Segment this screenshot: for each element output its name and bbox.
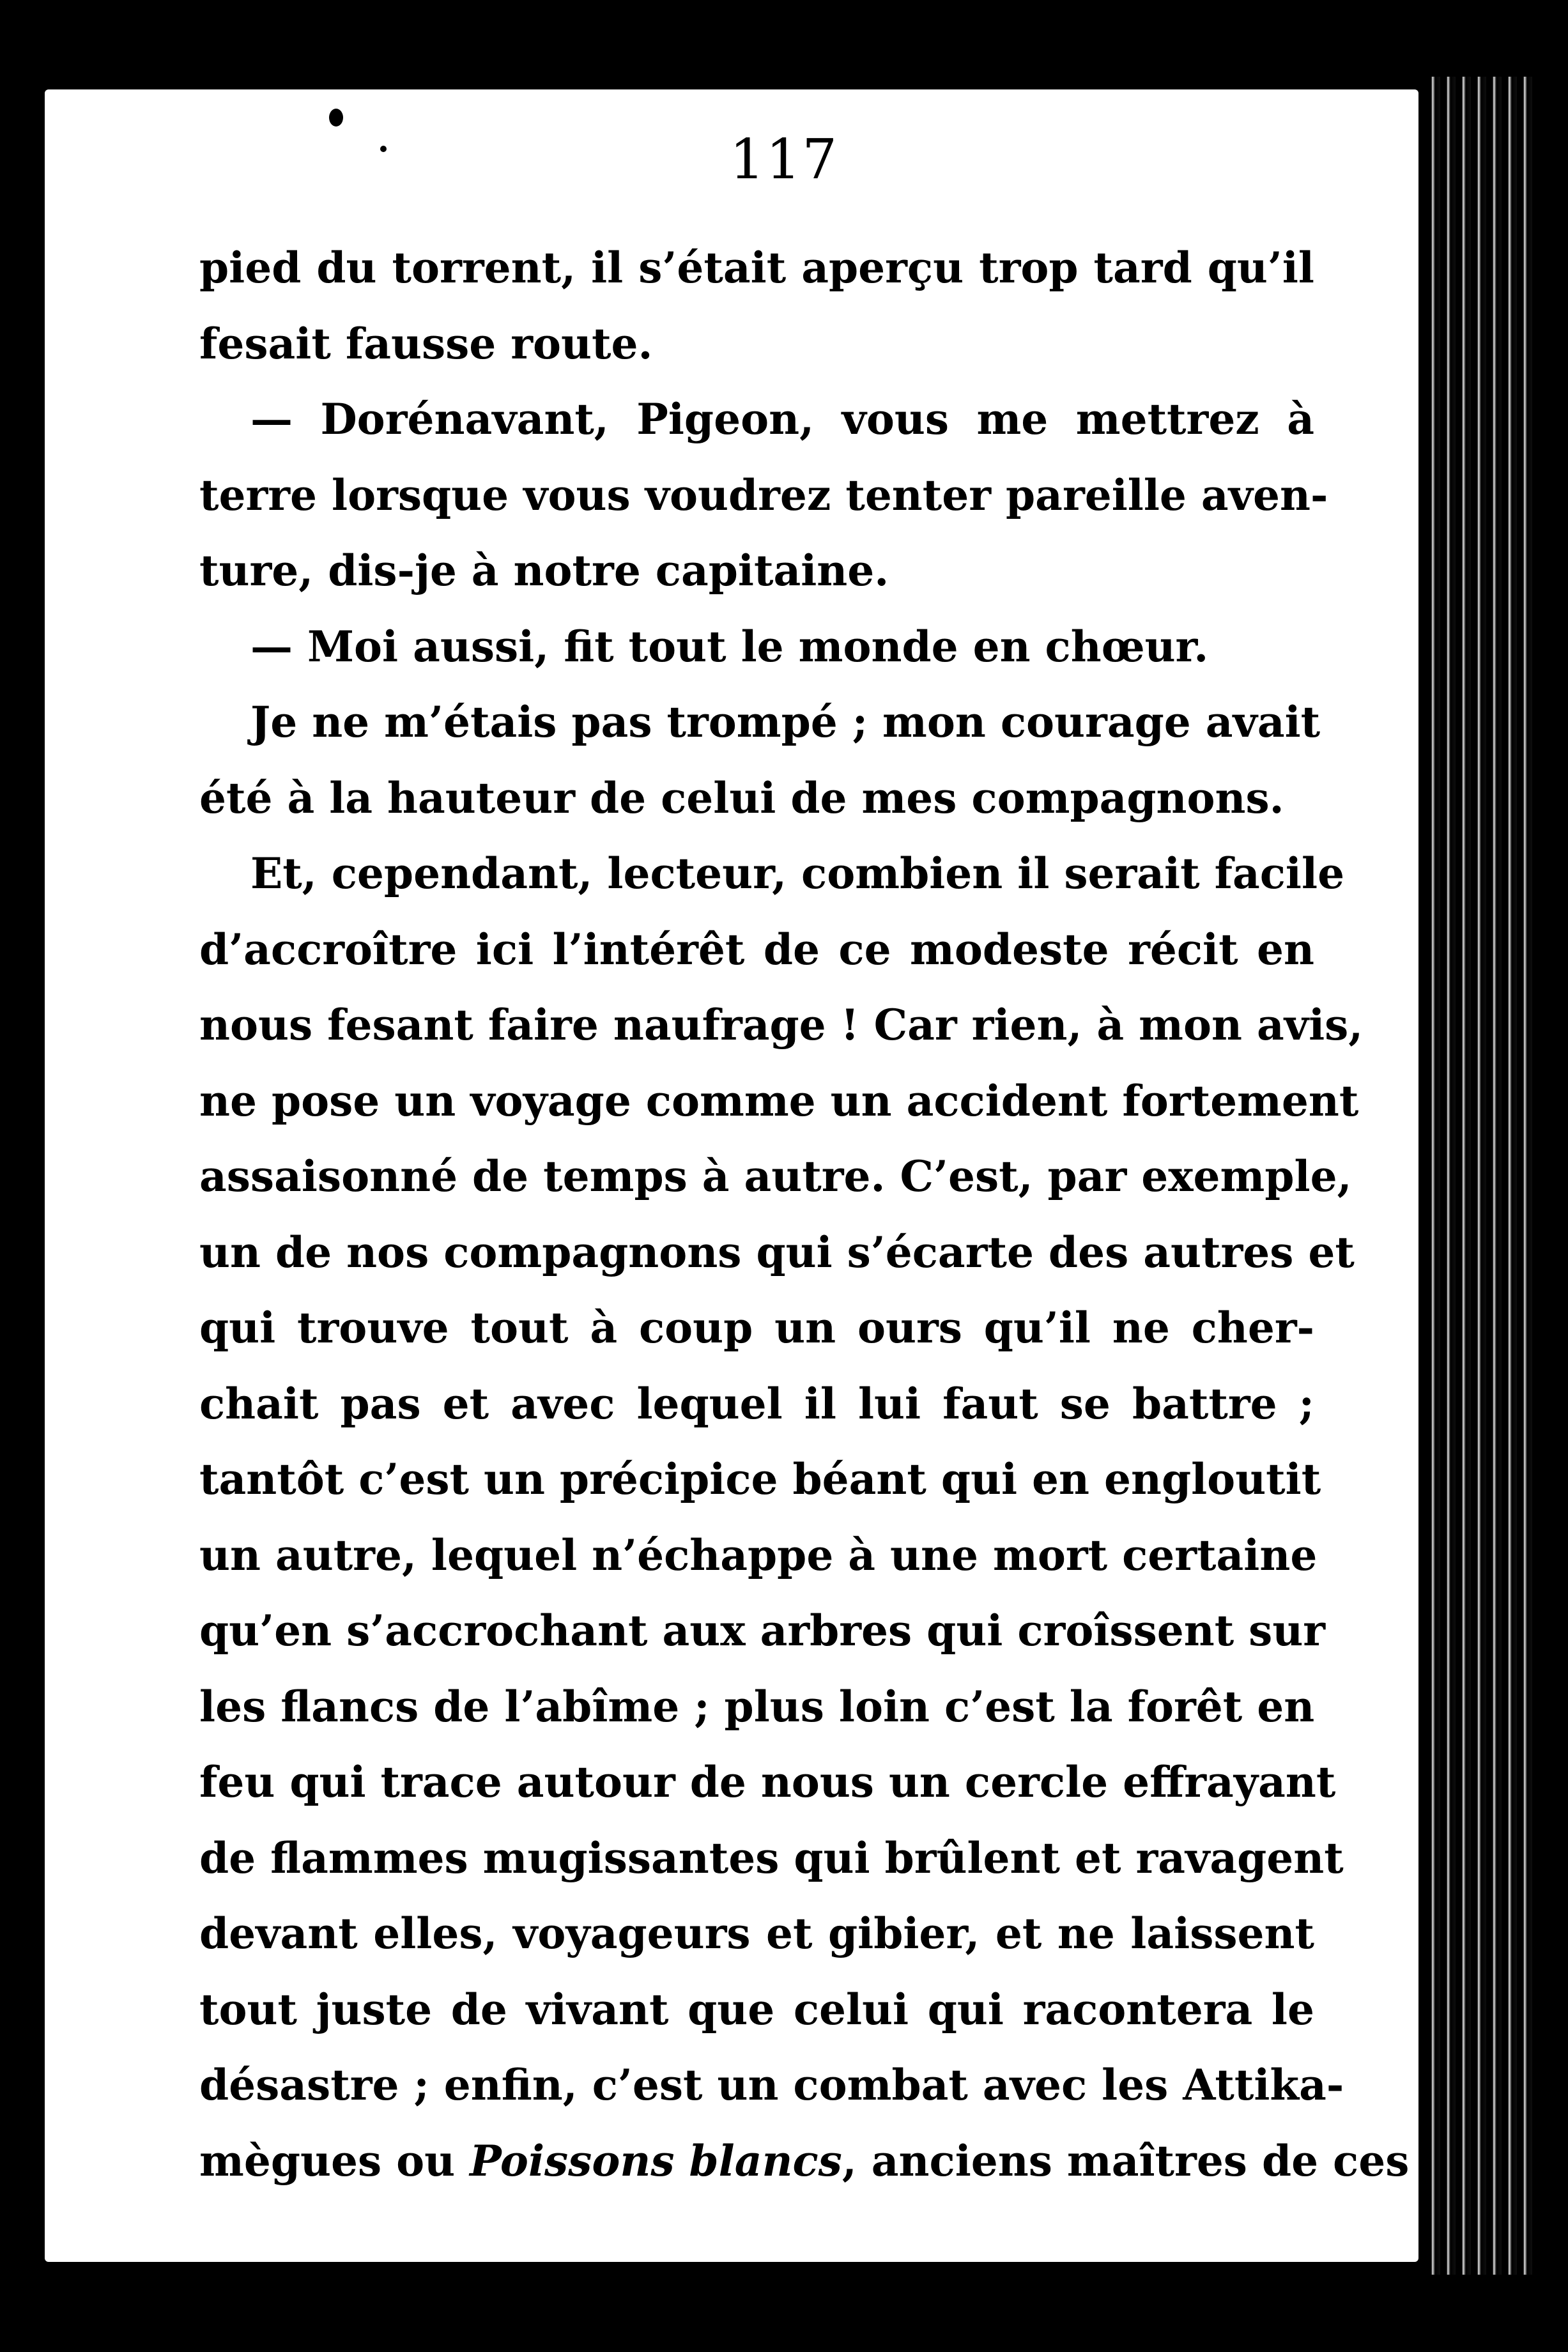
text-line: Je ne m’étais pas trompé ; mon courage avait	[250, 697, 1321, 747]
text-line: mègues ou Poissons blancs, anciens maîtres de ces	[199, 2135, 1410, 2186]
text-line: feu qui trace autour de nous un cercle effrayant	[199, 1757, 1336, 1807]
text-line: qu’en s’accrochant aux arbres qui croîssent sur	[199, 1606, 1326, 1656]
text-line: désastre ; enfin, c’est un combat avec les Attika-	[199, 2060, 1344, 2110]
body-text	[199, 230, 1410, 2199]
text-line: les flancs de l’abîme ; plus loin c’est la forêt en	[199, 1681, 1315, 1732]
text-line: — Dorénavant, Pigeon, vous me mettrez à	[250, 394, 1314, 444]
text-line: nous fesant faire naufrage ! Car rien, à mon avis,	[199, 1000, 1364, 1050]
text-line: — Moi aussi, fit tout le monde en chœur.	[250, 621, 1209, 672]
page-number: 117	[729, 128, 839, 192]
text-line: tantôt c’est un précipice béant qui en engloutit	[199, 1454, 1321, 1504]
text-line: terre lorsque vous voudrez tenter pareille aven-	[199, 470, 1328, 520]
book-page-edges	[1425, 77, 1533, 2275]
text-line: assaisonné de temps à autre. C’est, par exemple,	[199, 1151, 1352, 1201]
text-line: pied du torrent, il s’était aperçu trop tard qu’il	[199, 243, 1314, 293]
text-line: un autre, lequel n’échappe à une mort certaine	[199, 1530, 1318, 1580]
text-line: été à la hauteur de celui de mes compagnons.	[199, 772, 1284, 823]
italic-title: Poissons blancs	[470, 2135, 842, 2186]
text-line: fesait fausse route.	[199, 318, 653, 369]
text-line: Et, cependant, lecteur, combien il serait facile	[250, 849, 1345, 898]
text-line: un de nos compagnons qui s’écarte des autres et	[199, 1227, 1355, 1277]
ink-speck	[329, 109, 343, 127]
text-line: devant elles, voyageurs et gibier, et ne laissent	[199, 1909, 1314, 1958]
text-line: de flammes mugissantes qui brûlent et ravagent	[199, 1833, 1344, 1883]
text-line: d’accroître ici l’intérêt de ce modeste récit en	[199, 924, 1314, 974]
text-line: ture, dis-je à notre capitaine.	[199, 546, 889, 596]
text-line: chait pas et avec lequel il lui faut se battre ;	[199, 1378, 1314, 1429]
text-line: tout juste de vivant que celui qui racontera le	[199, 1984, 1314, 2034]
text-line: ne pose un voyage comme un accident fortement	[199, 1075, 1359, 1126]
text-line: qui trouve tout à coup un ours qu’il ne cher-	[199, 1303, 1314, 1353]
